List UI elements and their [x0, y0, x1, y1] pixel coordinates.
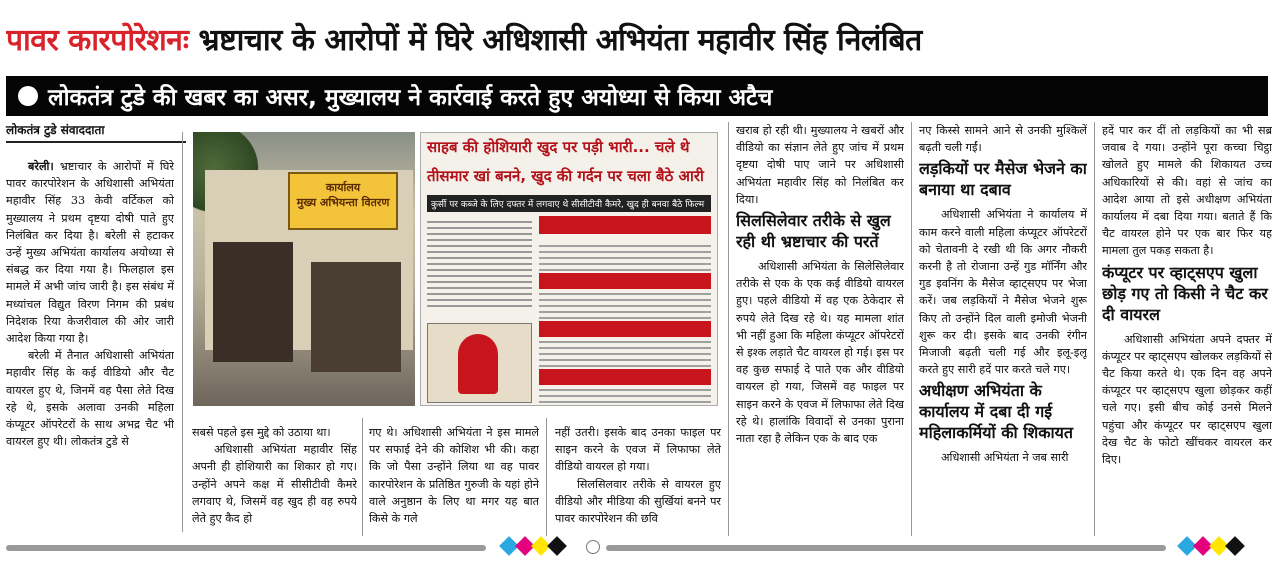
col4-para1: नहीं उतरी। इसके बाद उनका फाइल पर साइन करने के एवज में लिफाफा लेते वीडियो वायरल हो गया। [555, 426, 721, 474]
clipping-strap: कुर्सी पर कब्जे के लिए दफ्तर में लगवाए थे सीसीटीवी कैमरे, खुद ही बनवा बैठे फिल्म [427, 195, 711, 212]
cartoon-figure [458, 334, 498, 394]
col4-para2: सिलसिलवार तरीके से वायरल हुए वीडियो और मीडिया की सुर्खियां बनने पर पावर कारपोरेशन की छवि [555, 477, 721, 526]
clipping-red-bar-1 [539, 273, 711, 289]
subheadline-bar [6, 76, 1268, 116]
headline-text: भ्रष्टाचार के आरोपों में घिरे अधिशासी अभियंता महावीर सिंह निलंबित [198, 22, 922, 58]
dateline: बरेली। [28, 159, 54, 173]
registration-marks-right [1180, 539, 1242, 553]
column-6 [919, 122, 1087, 536]
col6-para2: अधिशासी अभियंता ने जब सारी [941, 451, 1069, 465]
col3-para1: गए थे। अधिशासी अभियंता ने इस मामले पर सफाई देने की कोशिश भी की। कहा कि जो पैसा उन्होंने लिया था वह पावर कारपोरेशन के प्रतिष्ठित गुरुजी के यहां होने वाले अनुष्ठान के लिए था मगर यह बात किसे के गले [369, 426, 539, 526]
subheadline-text: लोकतंत्र टुडे की खबर का असर, मुख्यालय ने कार्रवाई करते हुए अयोध्या से किया अटैच [48, 85, 773, 111]
clipping-text-block [427, 221, 532, 311]
col7-subhead: कंप्यूटर पर व्हाट्सएप खुला छोड़ गए तो किसी ने चैट कर दी वायरल [1102, 262, 1268, 324]
col2-para1: सबसे पहले इस मुद्दे को उठाया था। [192, 426, 331, 439]
clipping-red-bar-2 [539, 321, 711, 337]
headline-lead: पावर कारपोरेशनः [6, 22, 189, 58]
col7-para1: अधिशासी अभियंता अपने दफ्तर में कंप्यूटर पर व्हाट्सएप खोलकर लड़कियों से चैट किया करते थे। एक दिन वह अपने कंप्यूटर पर व्हाट्सएप खुला छोड़कर कहीं चले गए। इसी बीच कोई उनसे मिलने पहुंचा और कंप्यूटर पर व्हाट्सएप खुला देख चैट के फोटो खींचकर वायरल कर दिए। [1102, 332, 1272, 467]
column-2 [192, 424, 357, 536]
column-1 [6, 158, 174, 536]
office-signboard [288, 172, 398, 230]
footer-rule-left [6, 545, 486, 551]
footer-rule-right [606, 545, 1166, 551]
col6-para1: अधिशासी अभियंता ने कार्यालय में काम करने वाली महिला कंप्यूटर ऑपरेटरों को चेतावनी दे रखी थी कि अगर नौकरी करनी है तो रोजाना उन्हें गुड मॉर्निंग और गुड इवनिंग के मैसेज व्हाट्सएप पर भेजा करें। जब लड़कियों ने मैसेज भेजने शुरू किए तो उन्होंने दिल वाली इमोजी भेजनी शुरू कर दी। इसके बाद उनकी रंगीन मिजाजी बढ़ती चली गई और इलू-इलू करते हुए सारी हदें पार करते चले गए। [919, 208, 1087, 377]
col1-para1: भ्रष्टाचार के आरोपों में घिरे पावर कारपोरेशन के अधिशासी अभियंता महावीर सिंह 33 केवी वर्टिकल को मुख्यालय ने प्रथम दृष्टया दोषी पाते हुए निलंबित कर दिया है। बरेली से हटाकर उन्हें मुख्य अभियंता कार्यालय अयोध्या से संबद्ध कर दिया गया है। फिलहाल इस मामले में अभी जांच जारी है। इस संबंध में मध्यांचल विद्युत विरण निगम की प्रबंध निदेशक रिया केजरीवाल की ओर जारी आदेश किया गया है। [6, 160, 174, 346]
col6-subhead-2: अधीक्षण अभियंता के कार्यालय में दबा दी गई महिलाकर्मियों की शिकायत [919, 381, 1074, 443]
registration-marks-left [502, 539, 564, 553]
byline: लोकतंत्र टुडे संवाददाता [6, 121, 186, 143]
col2-para2: अधिशासी अभियंता महावीर सिंह अपनी ही होशियारी का शिकार हो गए। उन्होंने अपने कक्ष में सीसीटीवी कैमरे लगवाए थे, जिसमें वह खुद ही वह रुपये लेते हुए कैद हो [192, 443, 357, 526]
column-4 [555, 424, 721, 536]
column-divider [362, 418, 363, 536]
black-mark [547, 536, 567, 556]
col5-para1: अधिशासी अभियंता के सिलेसिलेवार तरीके से एक के एक कई वीडियो वायरल हुए। पहले वीडियो में वह एक ठेकेदार से रुपये लेते दिख रहे थे। यह मामला शांत भी नहीं हुआ कि महिला कंप्यूटर ऑपरेटरों से इश्क लड़ाते चैट वायरल हो गई। इस पर वह कुछ सफाई दे पाते एक और वीडियो वायरल हो गया, जिसमें वह फाइल पर साइन करने के एवज में लिफाफा लेते दिख रहे थे। हालांकि विवादों से उनका पुराना नाता रहा है लेकिन एक के बाद एक [736, 260, 904, 446]
office-photo [193, 132, 415, 406]
col1-para2: बरेली में तैनात अधिशासी अभियंता महावीर सिंह के कई वीडियो और चैट वायरल हुए थे, जिनमें वह पैसा लेते दिख रहे थे, इसके अलावा उनकी महिला कंप्यूटर ऑपरेटरों के साथ अभद्र चैट भी वायरल हुए थी। लोकतंत्र टुडे से [6, 349, 174, 449]
clipping-red-box [539, 216, 711, 234]
column-7 [1102, 122, 1272, 536]
column-divider [728, 122, 729, 536]
earlier-clipping [420, 132, 718, 406]
clipping-red-bar-3 [539, 369, 711, 385]
column-divider [546, 418, 547, 536]
building-door [213, 242, 293, 362]
sign-line-1: कार्यालय [325, 181, 361, 194]
column-divider [1094, 122, 1095, 536]
col5-para0: खराब हो रही थी। मुख्यालय ने खबरों और वीडियो का संज्ञान लेते हुए जांच में प्रथम दृष्टया दोषी पाए जाने पर अधिशासी अभियंता महावीर सिंह को निलंबित कर दिया। [736, 124, 904, 206]
bullet-icon [18, 86, 38, 106]
clipping-headline-2: तीसमार खां बनने, खुद की गर्दन पर चला बैठे आरी [427, 167, 704, 185]
registration-circle [586, 540, 600, 554]
column-divider [911, 122, 912, 536]
building-door-2 [311, 262, 401, 372]
col5-subhead: सिलसिलेवार तरीके से खुल रही थी भ्रष्टाचार की परतें [736, 211, 891, 252]
column-divider [182, 132, 183, 532]
sign-line-2: मुख्य अभियन्ता वितरण [296, 196, 390, 209]
col6-subhead-1: लड़कियों पर मैसेज भेजने का बनाया था दबाव [919, 159, 1087, 200]
clipping-headline-1: साहब की होशियारी खुद पर पड़ी भारी... चले थे [427, 138, 690, 156]
clipping-cartoon [427, 323, 532, 403]
column-3 [369, 424, 539, 536]
black-mark [1225, 536, 1245, 556]
main-headline [6, 6, 1276, 70]
column-5 [736, 122, 904, 536]
col7-para0: हदें पार कर दीं तो लड़कियों का भी सब्र जवाब दे गया। उन्होंने पूरा कच्चा चिट्ठा खोलते हुए मामले की शिकायत उच्च अधिकारियों से की। वहां से जांच का आदेश आया तो इसे अधीक्षण अभियंता कार्यालय में दबा दिया गया। बताते हैं कि चैट वायरल होने पर एक बार फिर यह मामला तुल पकड़ सकता है। [1102, 124, 1272, 258]
col6-para0: नए किस्से सामने आने से उनकी मुश्किलें बढ़ती चली गईं। [919, 124, 1087, 155]
